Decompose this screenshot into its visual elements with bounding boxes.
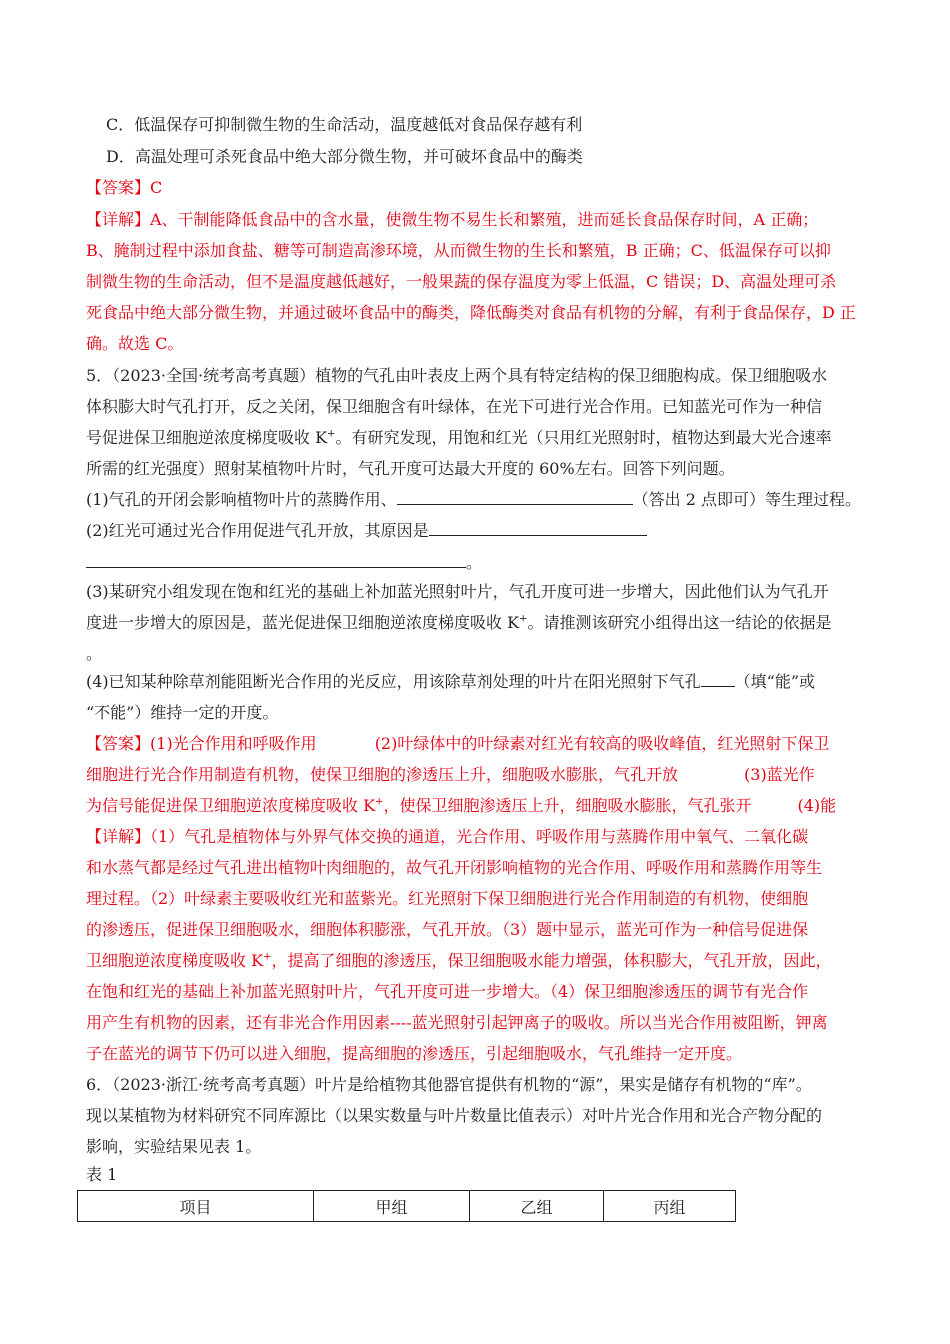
q4-explain-line: 死食品中绝大部分微生物，并通过破坏食品中的酶类，降低酶类对食品有机物的分解，有利于食品保存，D 正 xyxy=(86,303,856,322)
q5-explain-line: 用产生有机物的因素，还有非光合作用因素----蓝光照射引起钾离子的吸收。所以当光合作用被阻断，钾离 xyxy=(86,1013,828,1032)
table-header-cell: 丙组 xyxy=(604,1191,736,1222)
q5-explain-line: 的渗透压，促进保卫细胞吸水，细胞体积膨涨，气孔开放。（3）题中显示，蓝光可作为一种信号促进保 xyxy=(86,920,809,939)
q5-part4-cont: “不能”）维持一定的开度。 xyxy=(86,703,279,722)
answer-blank[interactable] xyxy=(429,521,647,536)
table-header-cell: 项目 xyxy=(78,1191,314,1222)
q5-answer-line: 【答案】(1)光合作用和呼吸作用 (2)叶绿体中的叶绿素对红光有较高的吸收峰值，红光照射下保卫 xyxy=(86,734,830,753)
q4-answer: 【答案】C xyxy=(86,178,163,197)
q5-explain-line: 理过程。（2）叶绿素主要吸收红光和蓝紫光。红光照射下保卫细胞进行光合作用制造的有机物，使细胞 xyxy=(86,889,809,908)
q5-part2: (2)红光可通过光合作用促进气孔开放，其原因是 xyxy=(86,521,647,541)
table-caption: 表 1 xyxy=(86,1165,118,1184)
q5-explain-line: 【详解】（1）气孔是植物体与外界气体交换的通道，光合作用、呼吸作用与蒸腾作用中氧气、二氧化碳 xyxy=(86,827,809,846)
q5-explain-line: 卫细胞逆浓度梯度吸收 K+，提高了细胞的渗透压，保卫细胞吸水能力增强，体积膨大，气孔开放，因此， xyxy=(86,951,832,970)
q5-explain-line: 在饱和红光的基础上补加蓝光照射叶片，气孔开度可进一步增大。（4）保卫细胞渗透压的调节有光合作 xyxy=(86,982,809,1001)
q5-stem-line: 号促进保卫细胞逆浓度梯度吸收 K+。有研究发现，用饱和红光（只用红光照射时，植物达到最大光合速率 xyxy=(86,428,832,447)
q5-part2-cont: 。 xyxy=(86,553,482,573)
q4-explain-line: 【详解】A、干制能降低食品中的含水量，使微生物不易生长和繁殖，进而延长食品保存时间，A 正确； xyxy=(86,210,819,229)
q5-part1: (1)气孔的开闭会影响植物叶片的蒸腾作用、 （答出 2 点即可）等生理过程。 xyxy=(86,490,862,509)
q5-part3-line: 。 xyxy=(86,644,103,663)
answer-blank[interactable] xyxy=(397,490,633,505)
q5-stem-line: 所需的红光强度）照射某植物叶片时，气孔开度可达最大开度的 60%左右。回答下列问题。 xyxy=(86,459,735,478)
answer-blank[interactable] xyxy=(701,672,735,687)
q5-part4: (4)已知某种除草剂能阻断光合作用的光反应，用该除草剂处理的叶片在阳光照射下气孔 （填“能”或 xyxy=(86,672,816,691)
q5-part3-line: (3)某研究小组发现在饱和红光的基础上补加蓝光照射叶片，气孔开度可进一步增大，因此他们认为气孔开 xyxy=(86,582,829,601)
q5-stem-line: 5．（2023·全国·统考高考真题）植物的气孔由叶表皮上两个具有特定结构的保卫细胞构成。保卫细胞吸水 xyxy=(86,366,828,385)
table-header-row xyxy=(78,1191,736,1222)
table-header-cell: 甲组 xyxy=(314,1191,470,1222)
q4-explain-line: B、腌制过程中添加食盐、糖等可制造高渗环境，从而微生物的生长和繁殖，B 正确；C、低温保存可以抑 xyxy=(86,241,831,260)
q5-explain-line: 和水蒸气都是经过气孔进出植物叶肉细胞的，故气孔开闭影响植物的光合作用、呼吸作用和蒸腾作用等生 xyxy=(86,858,823,877)
q6-stem-line: 影响，实验结果见表 1。 xyxy=(86,1137,262,1156)
q5-answer-line: 细胞进行光合作用制造有机物，使保卫细胞的渗透压上升，细胞吸水膨胀，气孔开放 (3)蓝光作 xyxy=(86,765,815,784)
data-table xyxy=(77,1190,736,1222)
q5-answer-line: 为信号能促进保卫细胞逆浓度梯度吸收 K+，使保卫细胞渗透压上升，细胞吸水膨胀，气孔张开 (4)能 xyxy=(86,796,837,815)
q4-option-c: C．低温保存可抑制微生物的生命活动，温度越低对食品保存越有利 xyxy=(106,115,583,134)
q4-explain-line: 确。故选 C。 xyxy=(86,334,184,353)
q6-stem-line: 6．（2023·浙江·统考高考真题）叶片是给植物其他器官提供有机物的“源”，果实是储存有机物的“库”。 xyxy=(86,1075,812,1094)
q5-part3-line: 度进一步增大的原因是，蓝光促进保卫细胞逆浓度梯度吸收 K+。请推测该研究小组得出这一结论的依据是 xyxy=(86,613,832,632)
q4-option-d: D．高温处理可杀死食品中绝大部分微生物，并可破坏食品中的酶类 xyxy=(106,147,583,166)
q6-stem-line: 现以某植物为材料研究不同库源比（以果实数量与叶片数量比值表示）对叶片光合作用和光合产物分配的 xyxy=(86,1106,823,1125)
answer-blank[interactable] xyxy=(86,553,466,568)
q4-explain-line: 制微生物的生命活动，但不是温度越低越好，一般果蔬的保存温度为零上低温，C 错误；D、高温处理可杀 xyxy=(86,272,837,291)
q5-explain-line: 子在蓝光的调节下仍可以进入细胞，提高细胞的渗透压，引起细胞吸水，气孔维持一定开度。 xyxy=(86,1044,743,1063)
table-header-cell: 乙组 xyxy=(470,1191,604,1222)
q5-stem-line: 体积膨大时气孔打开，反之关闭，保卫细胞含有叶绿体，在光下可进行光合作用。已知蓝光可作为一种信 xyxy=(86,397,823,416)
